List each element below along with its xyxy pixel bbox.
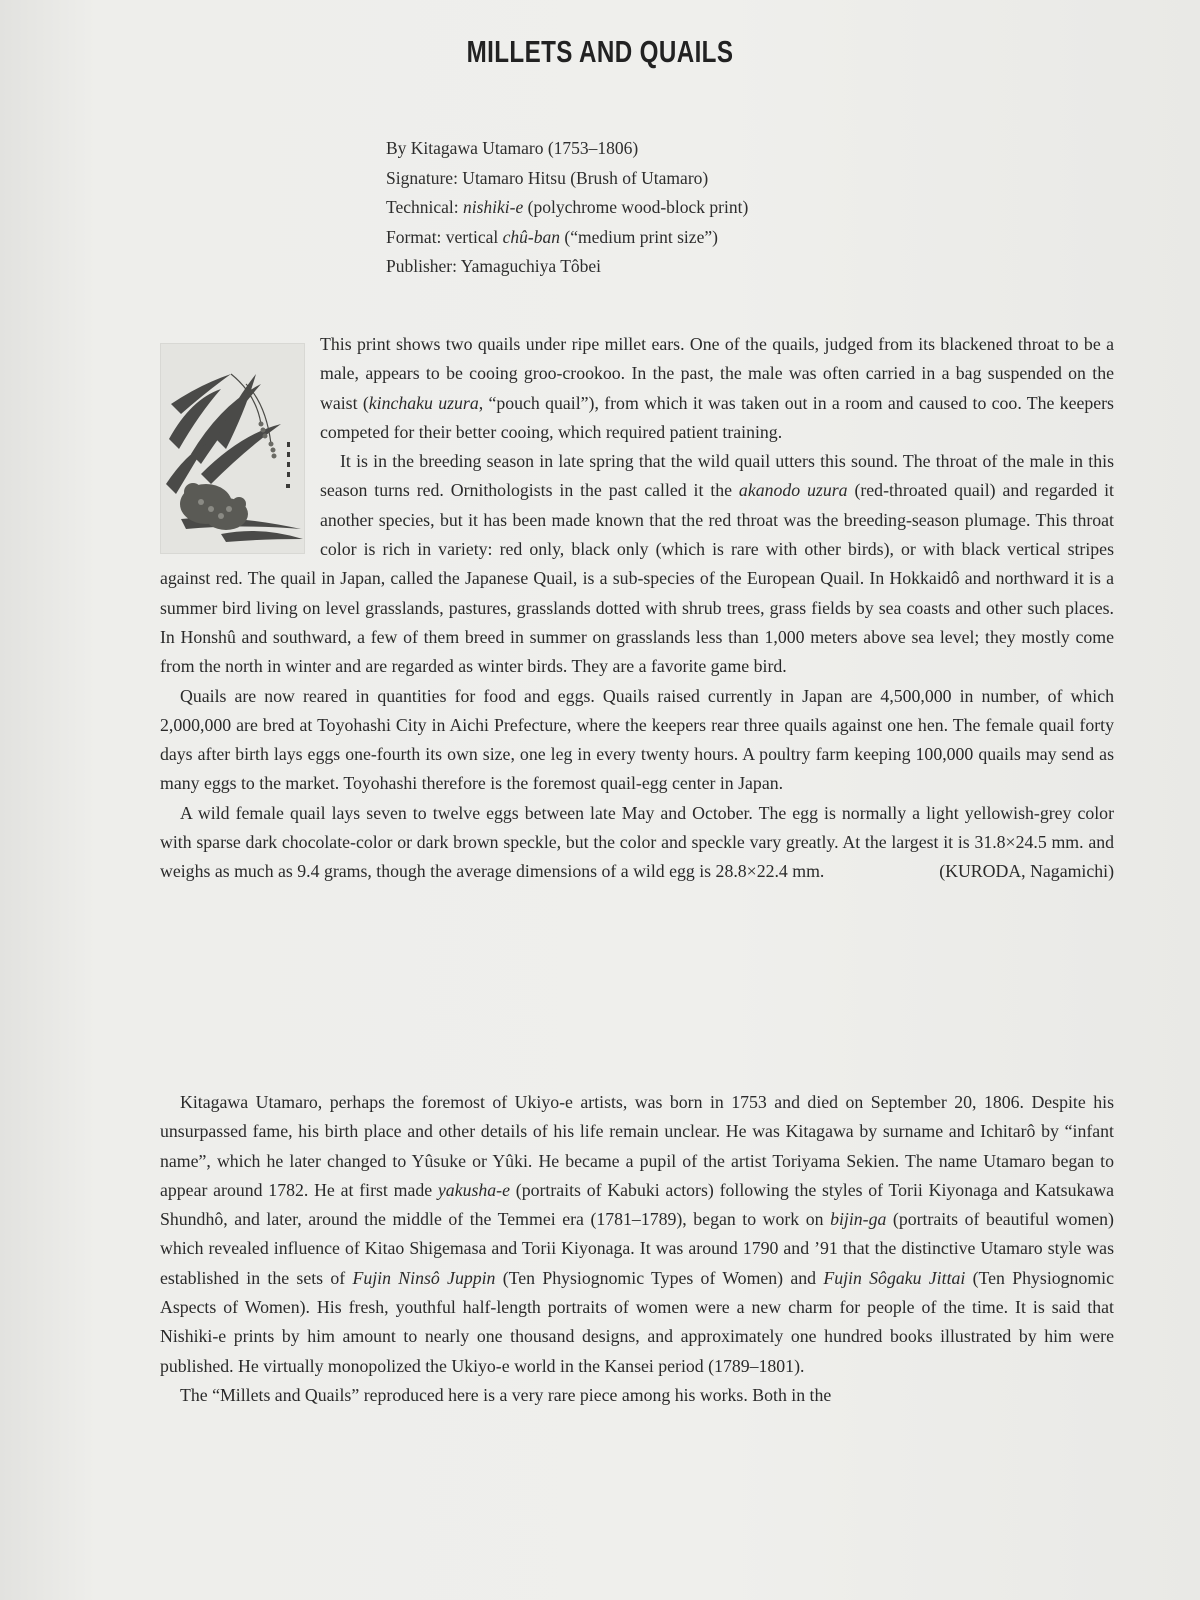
page-title: MILLETS AND QUAILS bbox=[466, 34, 734, 69]
author-attribution: (KURODA, Nagamichi) bbox=[939, 861, 1114, 882]
bio-paragraph-1: Kitagawa Utamaro, perhaps the foremost of Ukiyo-e artists, was born in 1753 and died on September 20, 1806. Despite his unsurpassed fame, his birth place and other details of his life remain unclear. He was Kitagawa by surname and Ichitarô by “infant name”, which he later changed to Yûsuke or Yûki. He became a pupil of the artist Toriyama Sekien. The name Utamaro began to appear around 1782. He at first made yakusha-e (portraits of Kabuki actors) following the styles of Torii Kiyonaga and Katsukawa Shundhô, and later, around the middle of the Temmei era (1781–1789), began to work on bijin-ga (portraits of beautiful women) which revealed influence of Kitao Shigemasa and Torii Kiyonaga. It was around 1790 and ’91 that the distinctive Utamaro style was established in the sets of Fujin Ninsô Juppin (Ten Physiognomic Types of Women) and Fujin Sôgaku Jittai (Ten Physiognomic Aspects of Women). His fresh, youthful half-length portraits of women were a new charm for people of the time. It is said that Nishiki-e prints by him amount to nearly one thousand designs, and approximately one hundred books illustrated by him were published. He virtually monopolized the Ukiyo-e world in the Kansei period (1789–1801). bbox=[160, 1092, 1114, 1376]
paragraph-3: Quails are now reared in quantities for food and eggs. Quails raised currently in Japan are 4,500,000 in number, of which 2,000,000 are bred at Toyohashi City in Aichi Prefecture, where the keepers rear three quails against one hen. The female quail forty days after birth lays eggs one-fourth its own size, one leg in every twenty hours. A poultry farm keeping 100,000 quails may send as many eggs to the market. Toyohashi therefore is the foremost quail-egg center in Japan. bbox=[160, 685, 1114, 794]
article-text bbox=[160, 330, 1114, 887]
publisher-line: Publisher: Yamaguchiya Tôbei bbox=[386, 256, 602, 276]
format-line: Format: vertical chû-ban (“medium print size”) bbox=[386, 226, 718, 247]
paragraph-2: It is in the breeding season in late spring that the wild quail utters this sound. The throat of the male in this season turns red. Ornithologists in the past called it the akanodo uzura (red-throated quail) and regarded it another species, but it has been made known that the red throat was the breeding-season plumage. This throat color is rich in variety: red only, black only (which is rare with other birds), or with black vertical stripes against red. The quail in Japan, called the Japanese Quail, is a sub-species of the European Quail. In Hokkaidô and northward it is a summer bird living on level grasslands, pastures, grasslands dotted with shrub trees, grass fields by sea coasts and other such places. In Honshû and southward, a few of them breed in summer on grasslands less than 1,000 meters above sea level; they mostly come from the north in winter and are regarded as winter birds. They are a favorite game bird. bbox=[160, 451, 1114, 677]
print-details bbox=[386, 134, 748, 282]
artist-line: By Kitagawa Utamaro (1753–1806) bbox=[386, 138, 639, 158]
paragraph-4: A wild female quail lays seven to twelve eggs between late May and October. The egg is normally a light yellowish-grey color with sparse dark chocolate-color or dark brown speckle, but the color and speckle vary greatly. At the largest it is 31.8×24.5 mm. and weighs as much as 9.4 grams, though the average dimensions of a wild egg is 28.8×22.4 mm. (KURODA, Nagamichi) bbox=[160, 799, 1114, 887]
image-float-spacer bbox=[160, 330, 320, 562]
artist-biography bbox=[160, 1088, 1114, 1410]
bio-paragraph-2: The “Millets and Quails” reproduced here is a very rare piece among his works. Both in the bbox=[180, 1384, 832, 1405]
signature-line: Signature: Utamaro Hitsu (Brush of Utamaro) bbox=[386, 167, 709, 188]
technical-line: Technical: nishiki-e (polychrome wood-block print) bbox=[386, 197, 749, 217]
paragraph-1: This print shows two quails under ripe millet ears. One of the quails, judged from its blackened throat to be a male, appears to be cooing groo-crookoo. In the past, the male was often carried in a bag suspended on the waist (kinchaku uzura, “pouch quail”), from which it was taken out in a room and caused to coo. The keepers competed for their better cooing, which required patient training. bbox=[160, 330, 1114, 447]
